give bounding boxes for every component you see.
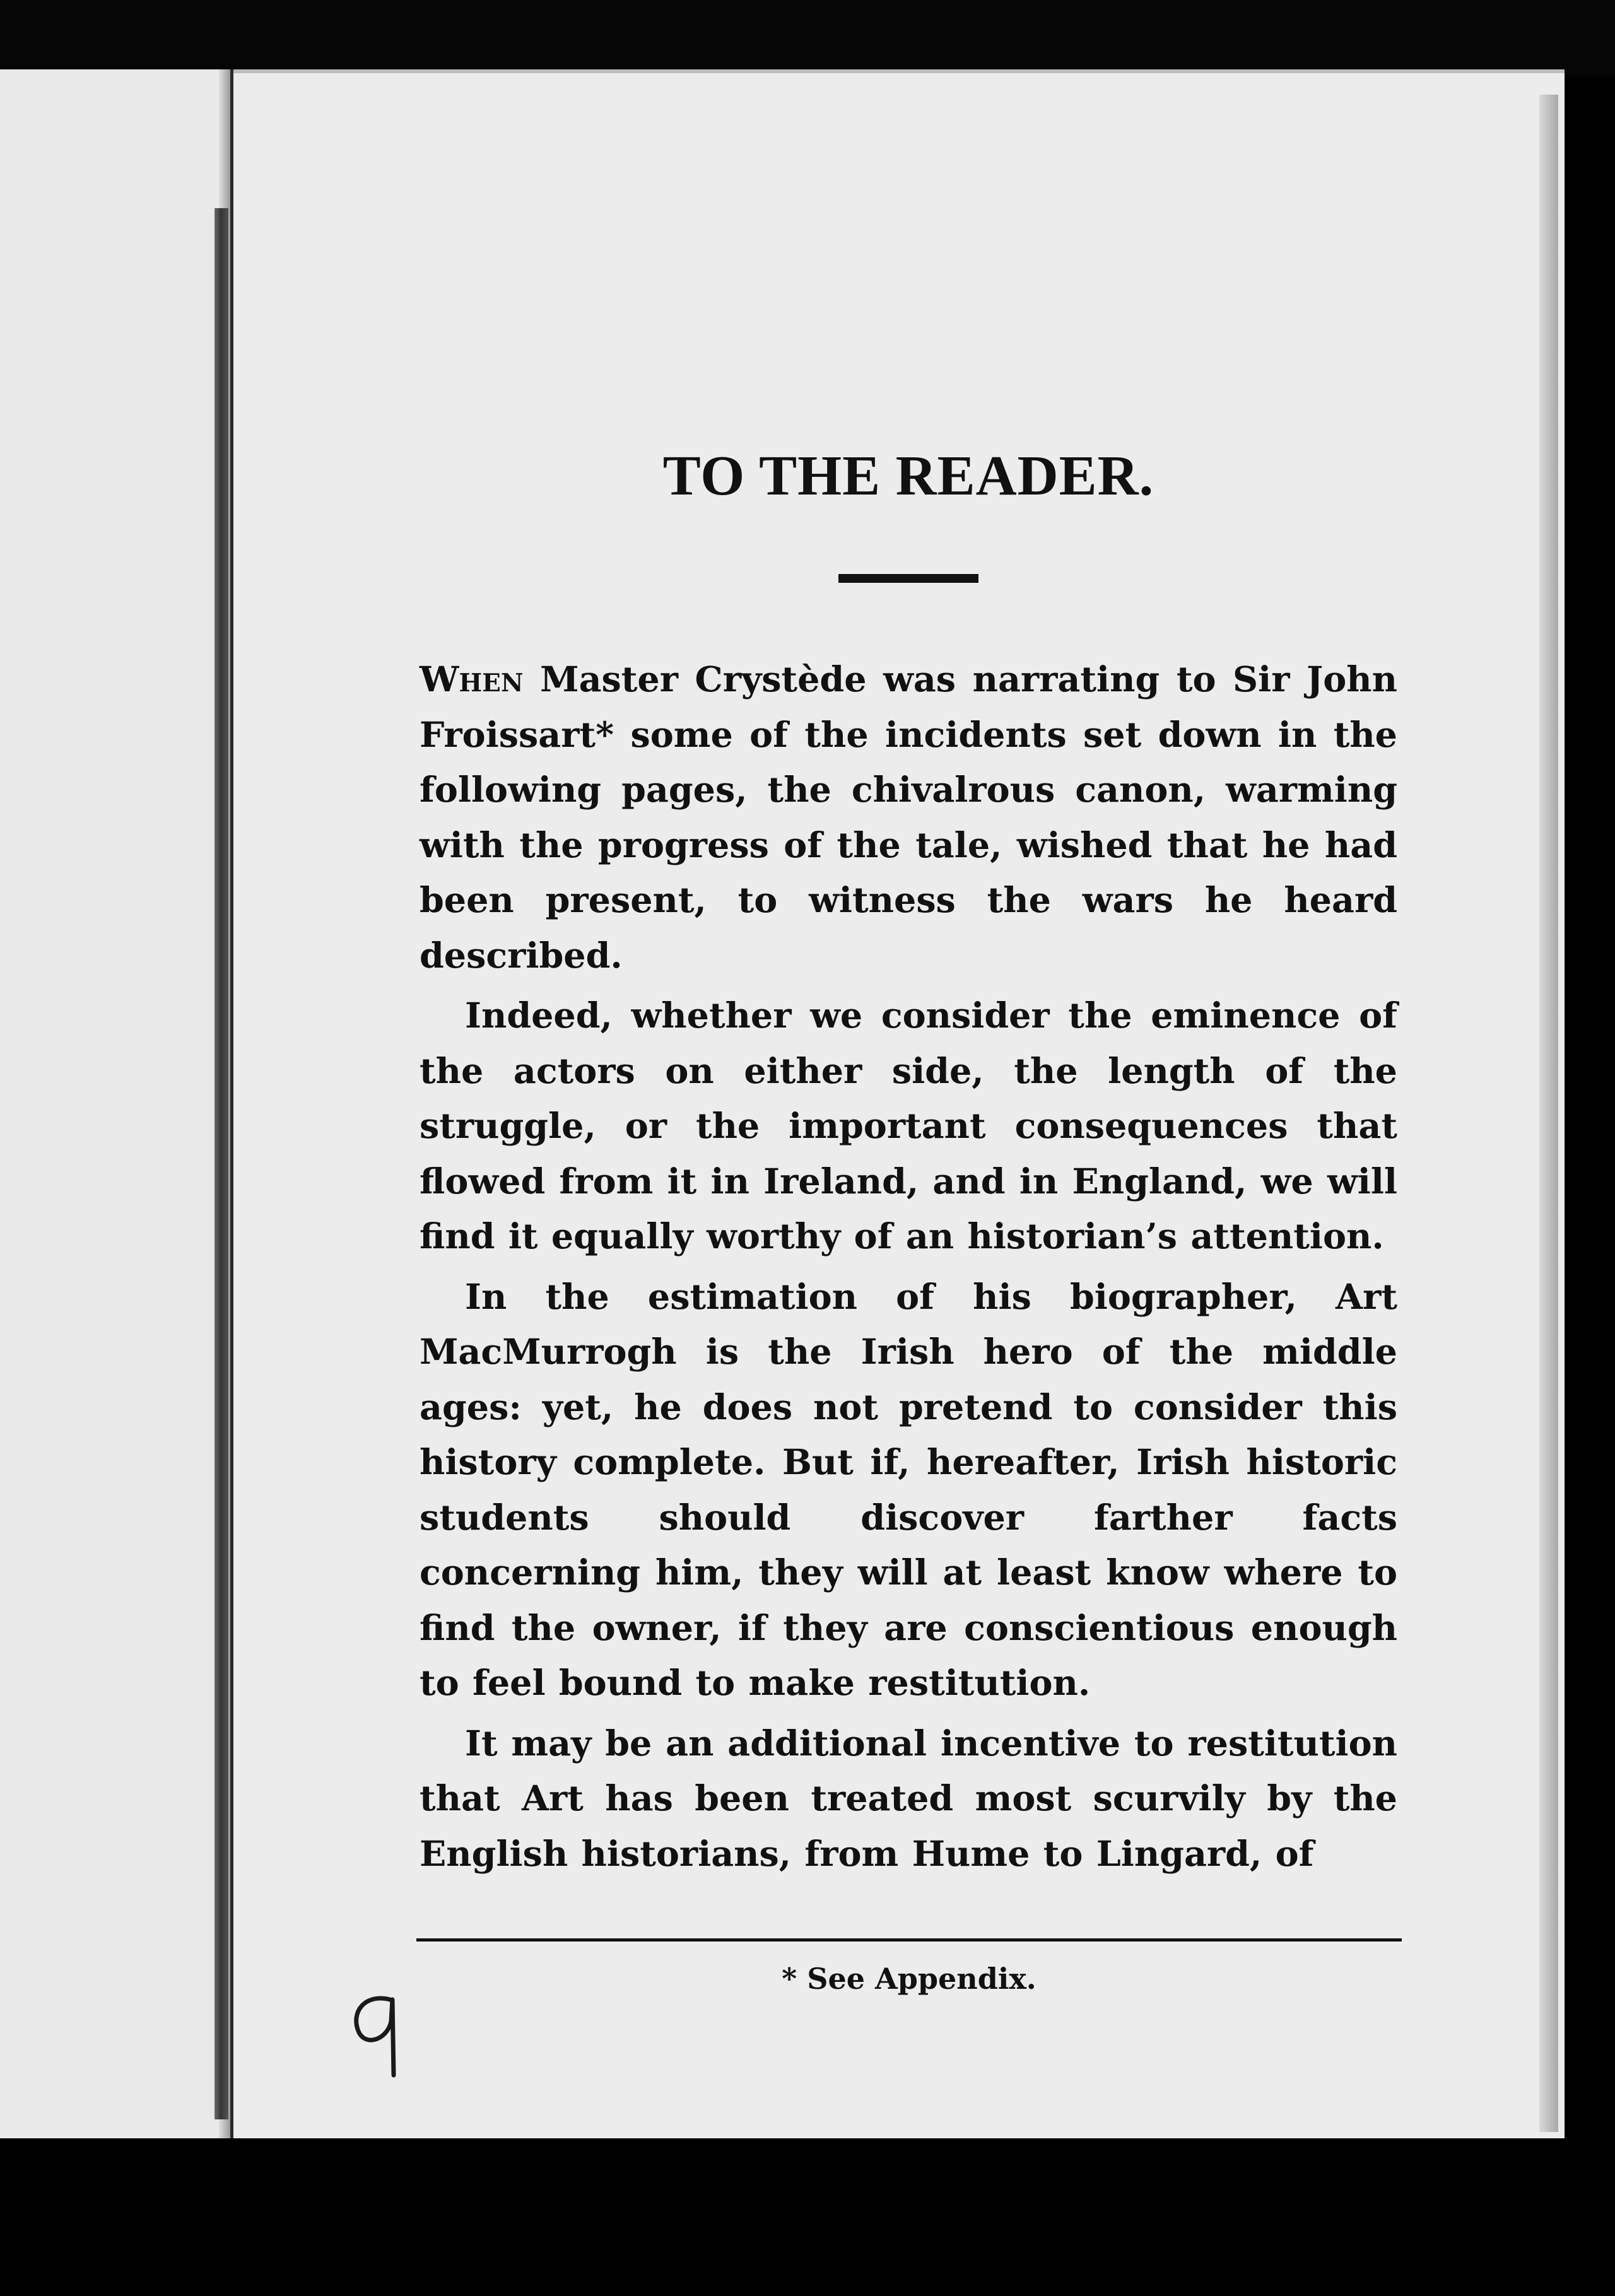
drop-lead-word: When	[420, 659, 524, 700]
page-edge-shadow	[1539, 95, 1558, 2132]
body-text	[420, 652, 1397, 1882]
previous-page-edge	[0, 69, 234, 2151]
title-rule	[838, 574, 978, 583]
paragraph-1-text: Master Crystède was narrating to Sir John Froissart* some of the incidents set down in the following pages, the chivalrous canon, warming with the progress of the tale, wished that he had been present, to witness the wars he heard described.	[420, 659, 1397, 976]
page-body	[420, 442, 1397, 1887]
paragraph-4: It may be an additional incentive to restitution that Art has been treated most scurvily by the English historians, from Hume to Lingard, of	[420, 1723, 1397, 1875]
scan-border-bottom	[0, 2138, 1615, 2296]
book-spine-binding	[214, 208, 228, 2119]
paragraph-2: Indeed, whether we consider the eminence of the actors on either side, the length of the struggle, or the important consequences that flowed from it in Ireland, and in England, we will find it equally worthy of an historian’s attention.	[420, 995, 1397, 1257]
page-title: TO THE READER.	[662, 445, 1154, 507]
footnote: * See Appendix.	[782, 1962, 1037, 1996]
scan-border-top	[0, 0, 1615, 76]
handwritten-page-number	[346, 1987, 415, 2082]
paragraph-1	[420, 652, 1397, 983]
footnote-rule	[416, 1938, 1402, 1942]
paragraph-3: In the estimation of his biographer, Art MacMurrogh is the Irish hero of the middle ages: yet, he does not pretend to consider this history complete. But if, hereafter, Irish historic students should discover farther facts concerning him, they will at least know where to find the owner, if they are conscientious enough to feel bound to make restitution.	[420, 1276, 1397, 1704]
